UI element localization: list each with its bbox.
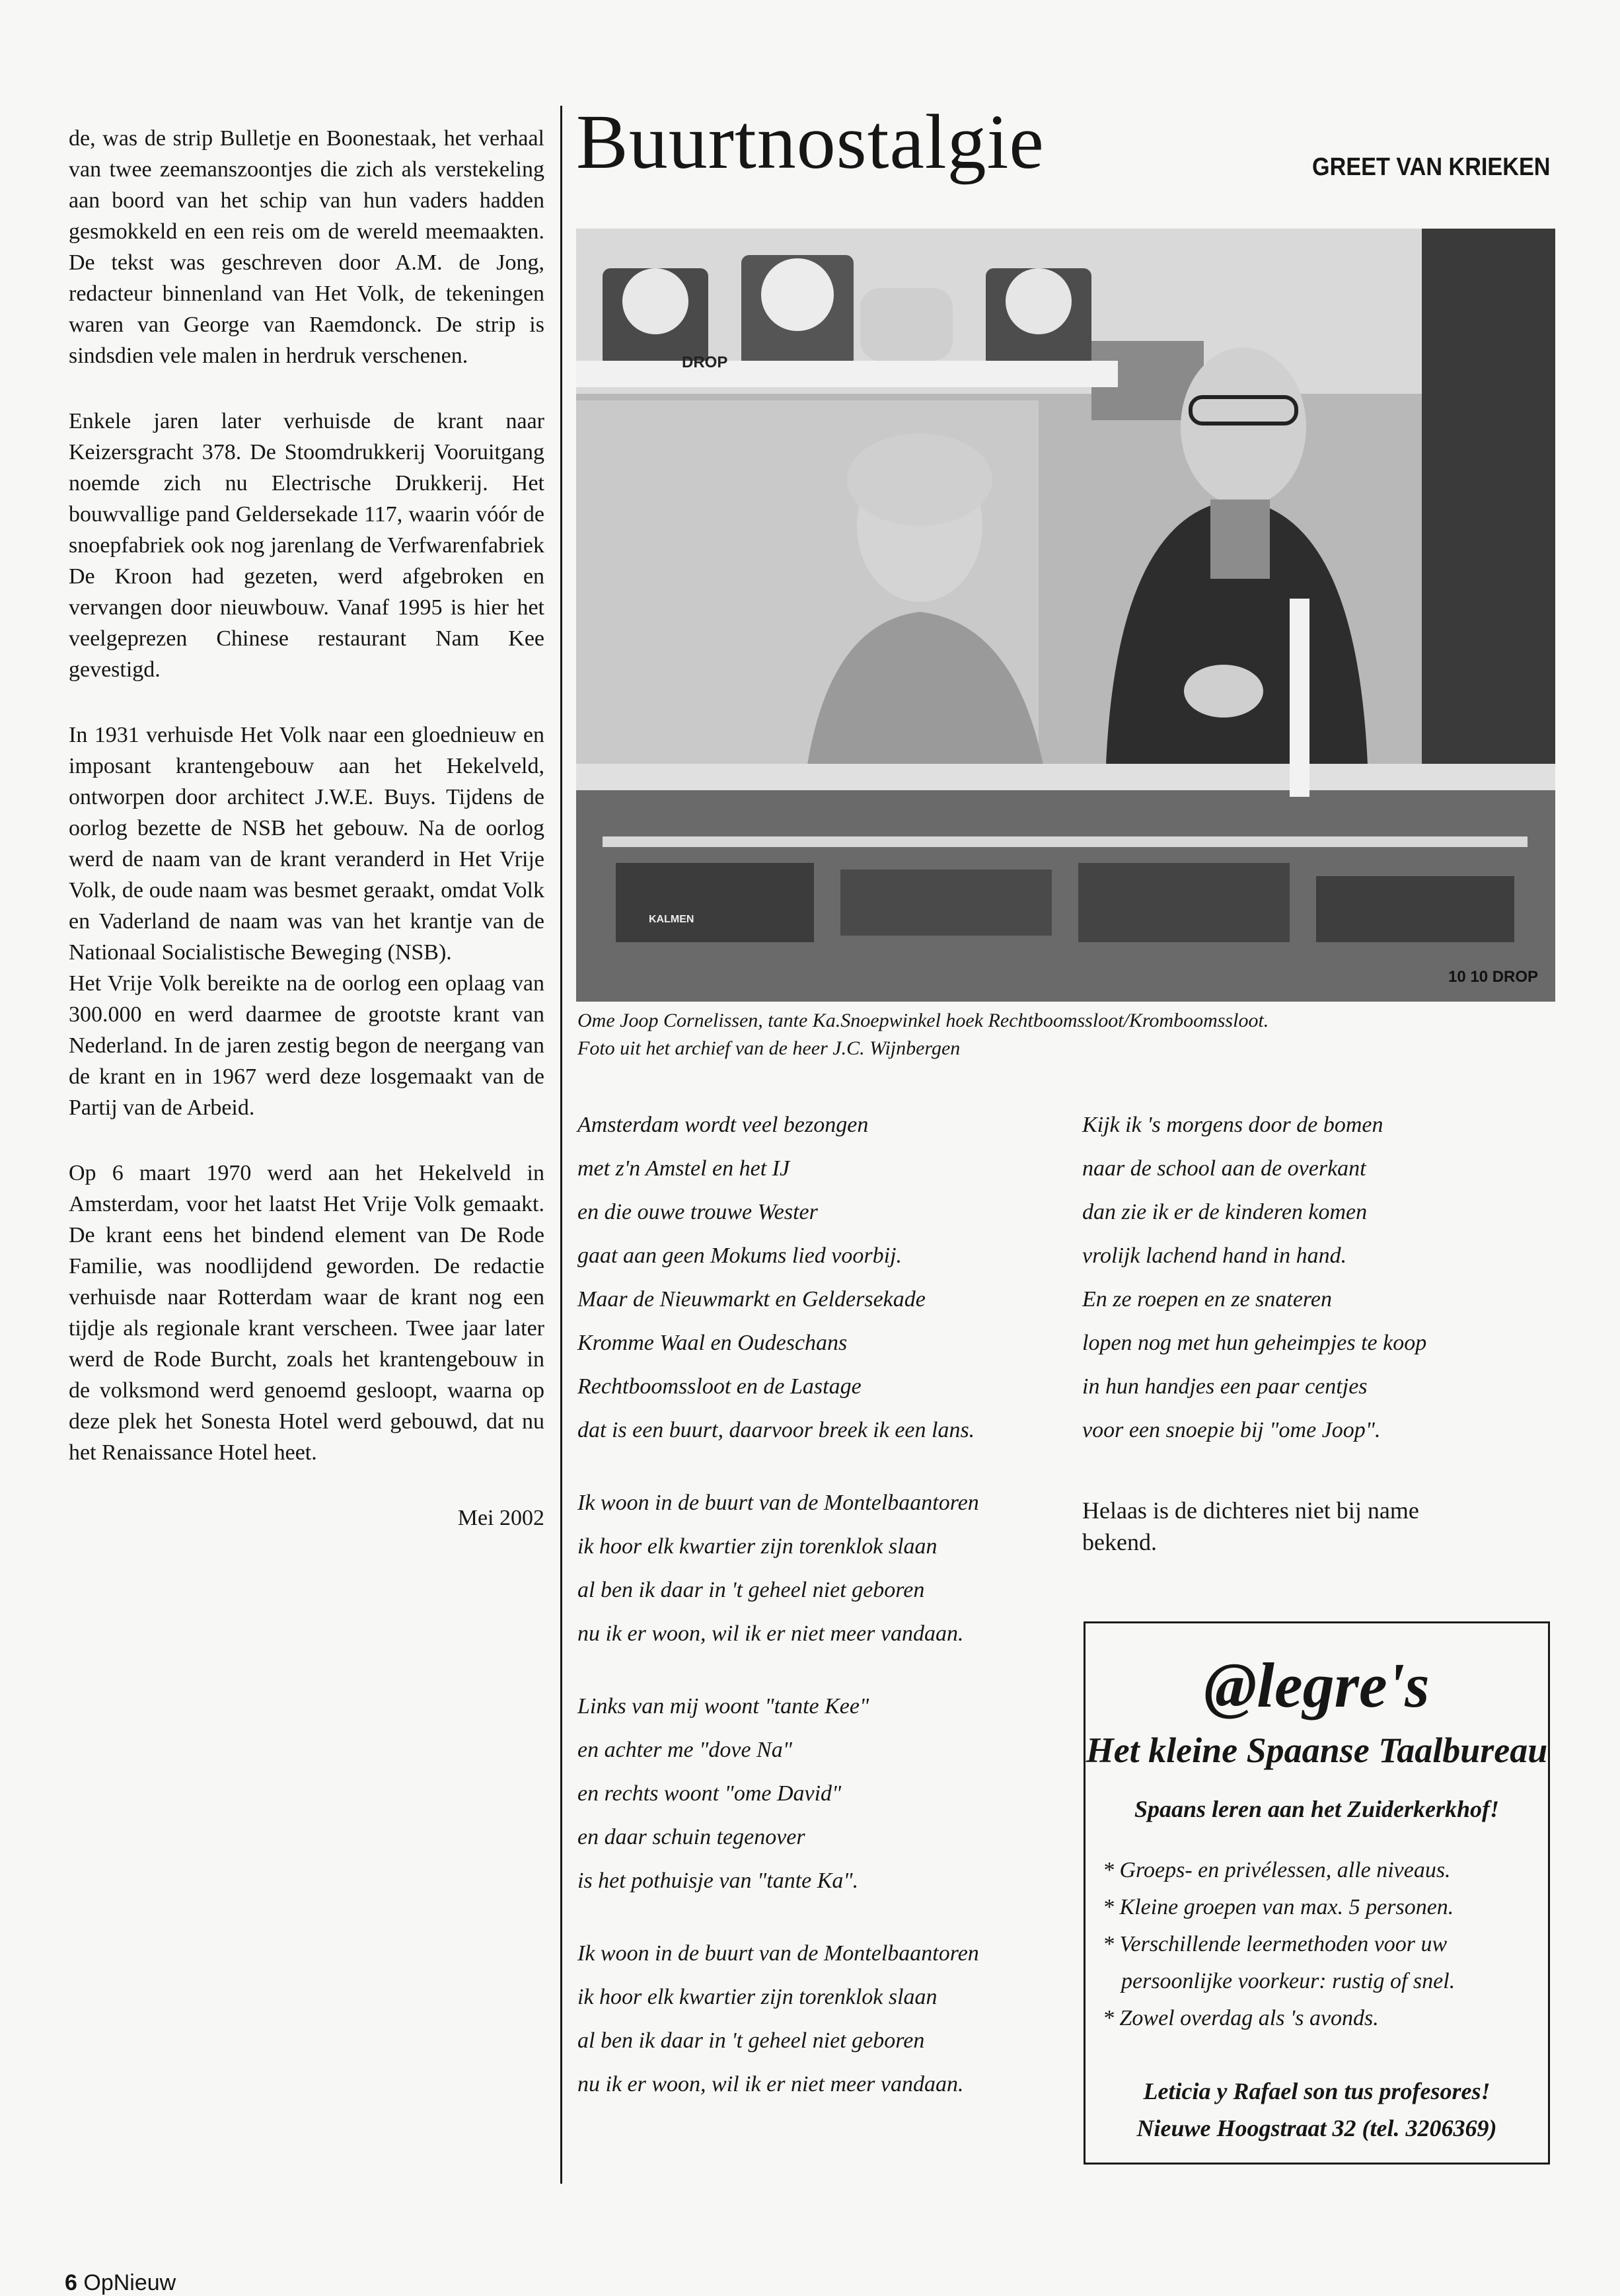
poem-line: vrolijk lachend hand in hand.	[1082, 1243, 1347, 1268]
poem-column-2	[1082, 1103, 1426, 1481]
poem-line: lopen nog met hun geheimpjes te koop	[1082, 1331, 1427, 1355]
author-name: GREET VAN KRIEKEN	[1311, 153, 1550, 181]
article-paragraph: Het Vrije Volk bereikte na de oorlog een oplaag van 300.000 en werd daarmee de grootste krant van Nederland. In de jaren zestig begon de neergang van de krant en in 1967 werd deze losgemaakt van de Partij van de Arbeid.	[69, 971, 544, 1120]
page-footer	[65, 2270, 176, 2296]
poem-line: is het pothuisje van "tante Ka".	[577, 1869, 859, 1893]
shop-photo	[576, 229, 1555, 1002]
poem-line: met z'n Amstel en het IJ	[577, 1156, 790, 1181]
caption-line-1: Ome Joop Cornelissen, tante Ka.Snoepwinkel hoek Rechtboomssloot/Kromboomssloot.	[577, 1010, 1269, 1031]
ad-feature-list	[1103, 1852, 1548, 2037]
poem-line: en rechts woont "ome David"	[577, 1781, 842, 1806]
poem-line: Ik woon in de buurt van de Montelbaantoren	[577, 1941, 979, 1966]
poem-line: Kromme Waal en Oudeschans	[577, 1331, 848, 1355]
poem-line: in hun handjes een paar centjes	[1082, 1374, 1368, 1399]
page-number: 6	[65, 2270, 77, 2295]
poem-line: en die ouwe trouwe Wester	[577, 1200, 818, 1224]
article-paragraph: In 1931 verhuisde Het Volk naar een gloednieuw en imposant krantengebouw aan het Hekelveld, ontworpen door architect J.W.E. Buys. Tijdens de oorlog bezette de NSB het gebouw. Na de oorlog werd de naam van de krant veranderd in Het Vrije Volk, de oude naam was besmet geraakt, omdat Volk en Vaderland de naam was van het krantje van de Nationaal Socialistische Beweging (NSB).	[69, 723, 544, 965]
ad-feature-item: * Groeps- en privélessen, alle niveaus.	[1103, 1858, 1451, 1882]
poet-note: Helaas is de dichteres niet bij name bekend.	[1082, 1497, 1419, 1555]
poem-line: al ben ik daar in 't geheel niet geboren	[577, 2028, 925, 2053]
ad-feature-item: * Zowel overdag als 's avonds.	[1103, 2006, 1379, 2030]
poem-stanza	[577, 1481, 979, 1656]
poem-stanza	[577, 1932, 979, 2106]
page-title: Buurtnostalgie	[576, 98, 1045, 185]
article-paragraph: Op 6 maart 1970 werd aan het Hekelveld in Amsterdam, voor het laatst Het Vrije Volk gemaakt. De krant eens het bindend element van De Rode Familie, was noodlijdend geworden. De redactie verhuisde naar Rotterdam waar de krant nog een tijdje als regionale krant verscheen. Twee jaar later werd de Rode Burcht, zoals het krantengebouw in de volksmond werd genoemd gesloopt, waarna op deze plek het Sonesta Hotel werd gebouwd, dat nu het Renaissance Hotel heet.	[69, 1161, 544, 1465]
article-paragraph: Enkele jaren later verhuisde de krant naar Keizersgracht 378. De Stoomdrukkerij Vooruitgang noemde zich nu Electrische Drukkerij. Het bouwvallige pand Geldersekade 117, waarin vóór de snoepfabriek ook nog jarenlang de Verfwarenfabriek De Kroon had gezeten, werd afgebroken en vervangen door nieuwbouw. Vanaf 1995 is hier het veelgeprezen Chinese restaurant Nam Kee gevestigd.	[69, 409, 544, 682]
poem-line: nu ik er woon, wil ik er niet meer vandaan.	[577, 2072, 964, 2096]
sign-right: 10 10 DROP	[1448, 968, 1539, 986]
photo-caption	[577, 1007, 1555, 1062]
poem-line: ik hoor elk kwartier zijn torenklok slaan	[577, 1534, 938, 1559]
poem-line: ik hoor elk kwartier zijn torenklok slaan	[577, 1985, 938, 2009]
ad-footer-line-1: Leticia y Rafael son tus profesores!	[1143, 2078, 1491, 2104]
poem-line: Amsterdam wordt veel bezongen	[577, 1113, 869, 1137]
column-divider	[560, 106, 562, 2184]
left-article-column	[69, 123, 544, 1534]
poem-line: dat is een buurt, daarvoor breek ik een lans.	[577, 1418, 975, 1442]
poem-line: en achter me "dove Na"	[577, 1738, 793, 1762]
poem-column-1	[577, 1103, 979, 2135]
article-date: Mei 2002	[457, 1506, 544, 1530]
caption-line-2: Foto uit het archief van de heer J.C. Wijnbergen	[577, 1037, 961, 1059]
poem-line: Ik woon in de buurt van de Montelbaantoren	[577, 1491, 979, 1515]
sign-bottom: KALMEN	[649, 914, 694, 925]
ad-footer	[1086, 2073, 1548, 2147]
ad-headline: Spaans leren aan het Zuiderkerkhof!	[1134, 1796, 1500, 1822]
poem-line: voor een snoepie bij "ome Joop".	[1082, 1418, 1381, 1442]
shop-photo-illustration	[576, 229, 1555, 1002]
poem-line: dan zie ik er de kinderen komen	[1082, 1200, 1368, 1224]
poem-line: en daar schuin tegenover	[577, 1825, 805, 1849]
poem-line: al ben ik daar in 't geheel niet geboren	[577, 1578, 925, 1602]
ad-footer-line-2: Nieuwe Hoogstraat 32 (tel. 3206369)	[1136, 2115, 1497, 2141]
ad-subtitle: Het kleine Spaanse Taalbureau	[1086, 1730, 1548, 1770]
sign-left: DROP	[682, 353, 728, 371]
poem-line: En ze roepen en ze snateren	[1082, 1287, 1332, 1312]
poem-line: naar de school aan de overkant	[1082, 1156, 1366, 1181]
poem-line: Maar de Nieuwmarkt en Geldersekade	[577, 1287, 926, 1312]
poem-stanza	[1082, 1103, 1426, 1452]
ad-feature-item: * Kleine groepen van max. 5 personen.	[1103, 1895, 1454, 1919]
ad-feature-item: persoonlijke voorkeur: rustig of snel.	[1121, 1969, 1455, 1993]
poem-stanza	[577, 1685, 979, 1903]
poem-line: Links van mij woont "tante Kee"	[577, 1694, 869, 1719]
poem-stanza	[577, 1103, 979, 1452]
poem-line: Kijk ik 's morgens door de bomen	[1082, 1113, 1383, 1137]
poem-line: nu ik er woon, wil ik er niet meer vandaan.	[577, 1621, 964, 1646]
advertisement-box	[1084, 1621, 1550, 2165]
article-paragraph: de, was de strip Bulletje en Boonestaak, het verhaal van twee zeemanszoontjes die zich als verstekeling aan boord van het schip van hun vaders hadden gesmokkeld en een reis om de wereld meemaakten. De tekst was geschreven door A.M. de Jong, redacteur binnenland van Het Volk, de tekeningen waren van George van Raemdonck. De strip is sindsdien vele malen in herdruk verschenen.	[69, 126, 544, 368]
magazine-name: OpNieuw	[83, 2270, 176, 2295]
ad-feature-item: * Verschillende leermethoden voor uw	[1103, 1932, 1448, 1956]
ad-logo: @legre's	[1204, 1650, 1430, 1721]
poem-line: Rechtboomssloot en de Lastage	[577, 1374, 862, 1399]
poem-line: gaat aan geen Mokums lied voorbij.	[577, 1243, 902, 1268]
